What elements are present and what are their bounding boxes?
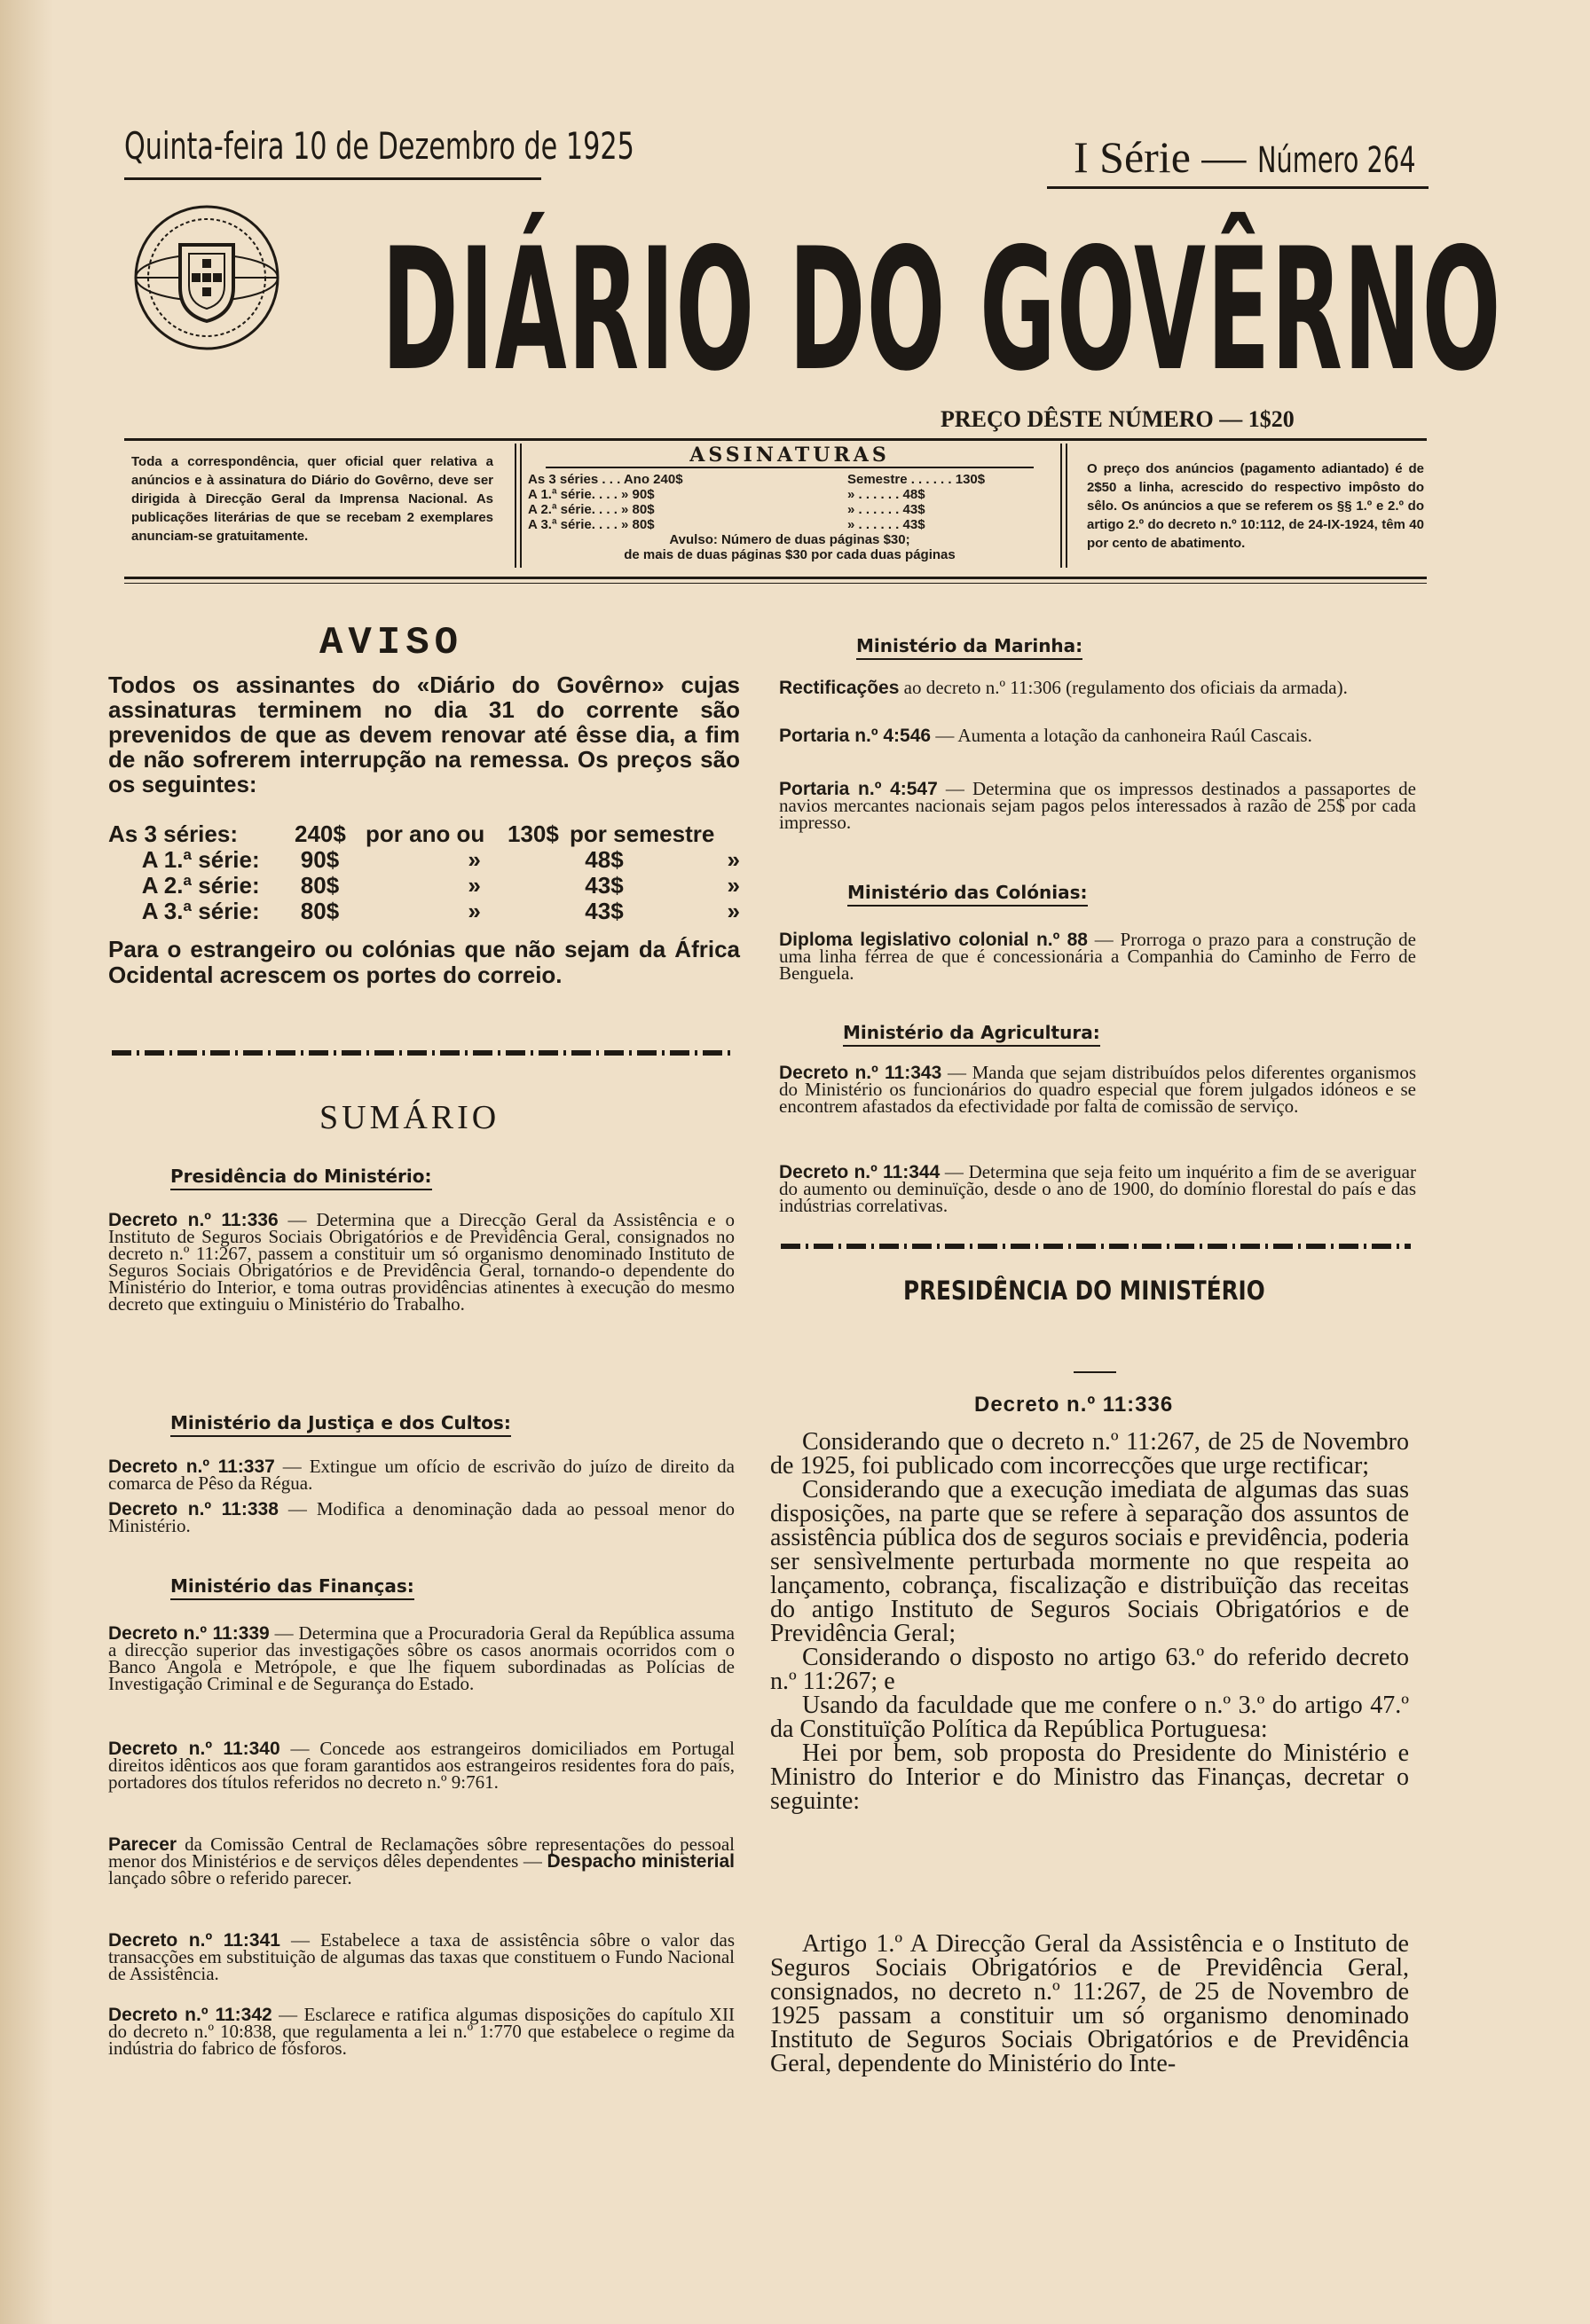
- section-heading: Ministério das Finanças:: [170, 1575, 414, 1600]
- summary-entry: Decreto n.º 11:339 — Determina que a Procuradoria Geral da República assuma a direcção superior das investigações sôbre os casos anormais ocorridos com o Banco Angola e Metrópole, e que lhe fiquem subordinadas as Polícias de Investigação Criminal e de Segurança do Estado.: [108, 1622, 735, 1694]
- correspondence-notice: Toda a correspondência, quer oficial quer relativa a anúncios e à assinatura do Diário do Govêrno, deve ser dirigida à Direcção Geral da Imprensa Nacional. As publicações literárias de que se recebam 2 exemplares anunciam-se gratuitamente.: [131, 454, 493, 544]
- box-divider-right-2: [1066, 444, 1067, 568]
- section-heading: Presidência do Ministério:: [170, 1166, 432, 1190]
- section-heading: Ministério das Colónias:: [847, 882, 1088, 907]
- page-edge: [0, 0, 53, 2324]
- summary-entry: Parecer da Comissão Central de Reclamações sôbre representações do pessoal menor dos Ministérios e de serviços dêles dependentes — Despacho ministerial lançado sôbre o referido parecer.: [108, 1833, 735, 1888]
- ornamental-divider: [781, 1244, 1411, 1249]
- date-underline: [124, 177, 541, 180]
- paragraph: Usando da faculdade que me confere o n.º 3.º do artigo 47.º da Constituïção Política da República Portuguesa:: [770, 1692, 1409, 1743]
- summary-entry: Diploma legislativo colonial n.º 88 — Prorroga o prazo para a construção de uma linha férrea de que é concessionária a Companhia do Caminho de Ferro de Benguela.: [779, 929, 1416, 984]
- advertising-notice: O preço dos anúncios (pagamento adiantado) é de 2$50 a linha, acrescido do respectivo impôsto do sêlo. Os anúncios a que se referem os §§ 1.º e 2.º do artigo 2.º do decreto n.º 10:112, de 24-IX-1924, têm 40 por cento de abatimento.: [1087, 461, 1424, 551]
- issue-date: Quinta-feira 10 de Dezembro de 1925: [124, 124, 634, 168]
- avulso-price: Avulso: Número de duas páginas $30;: [669, 532, 910, 547]
- issue-number: Número 264: [1256, 140, 1416, 181]
- section-title-presidencia: PRESIDÊNCIA DO MINISTÉRIO: [903, 1276, 1265, 1306]
- price-row: As 3 séries: 240$ por ano ou 130$ por semestre: [108, 820, 715, 847]
- subscription-row: A 2.ª série. . . . » 80$ » . . . . . . 43$: [528, 502, 925, 517]
- aviso-title: AVISO: [319, 621, 464, 665]
- section-heading: Ministério da Agricultura:: [843, 1022, 1100, 1047]
- subscriptions-box: [528, 444, 1051, 562]
- ornamental-divider: [112, 1050, 733, 1056]
- decree-article-1: [770, 1932, 1409, 2076]
- aviso-body: Todos os assinantes do «Diário do Govêrno» cujas assinaturas terminem no dia 31 do corrente são prevenidos de que as devem renovar até êsse dia, a fim de não sofrerem interrupção na remessa. Os preços são os seguintes:: [108, 671, 740, 797]
- summary-entry: Decreto n.º 11:344 — Determina que seja feito um inquérito a fim de se averiguar do aumento ou deminuïção, desde o ano de 1900, do domínio florestal do país e das indústrias correlativas.: [779, 1161, 1416, 1216]
- summary-entry: Decreto n.º 11:343 — Manda que sejam distribuídos pelos diferentes organismos do Ministério os funcionários do quadro especial que forem julgados idóneos e se encontrem afastados da efectividade por falta de comissão de serviço.: [779, 1062, 1417, 1117]
- subscription-row: A 3.ª série. . . . » 80$ » . . . . . . 43$: [528, 517, 925, 532]
- series-underline: [1047, 186, 1429, 189]
- summary-entry: Decreto n.º 11:338 — Modifica a denominação dada ao pessoal menor do Ministério.: [108, 1498, 735, 1536]
- summary-entry: Portaria n.º 4:546 — Aumenta a lotação da canhoneira Raúl Cascais.: [779, 725, 1312, 746]
- decree-heading: Decreto n.º 11:336: [974, 1393, 1174, 1417]
- section-heading: Ministério da Marinha:: [856, 635, 1082, 660]
- box-bottom-rule-thin: [124, 583, 1427, 584]
- paragraph: Hei por bem, sob proposta do Presidente do Ministério e Ministro do Interior e do Ministro das Finanças, decretar o seguinte:: [770, 1739, 1409, 1815]
- summary-entry: Rectificações ao decreto n.º 11:306 (regulamento dos oficiais da armada).: [779, 677, 1348, 698]
- subscription-row: As 3 séries . . . Ano 240$ Semestre . . . . . . 130$: [528, 472, 986, 487]
- box-divider-left: [515, 444, 516, 568]
- title-short-rule: [1074, 1371, 1116, 1373]
- summary-entry: Decreto n.º 11:337 — Extingue um ofício de escrivão do juízo de direito da comarca de Pêso da Régua.: [108, 1456, 735, 1494]
- summary-entry: Portaria n.º 4:547 — Determina que os impressos destinados a passaportes de navios mercantes nacionais sejam pagos pelos interessados à razão de 25$ por cada impresso.: [779, 778, 1416, 833]
- box-bottom-rule: [124, 577, 1427, 579]
- coat-of-arms-icon: [131, 202, 282, 353]
- price-row: A 1.ª série: 90$ » 48$ »: [141, 846, 740, 873]
- price-row: A 3.ª série: 80$ » 43$ »: [141, 898, 740, 924]
- issue-price: PREÇO DÊSTE NÚMERO — 1$20: [941, 406, 1295, 432]
- sumario-title: SUMÁRIO: [319, 1099, 500, 1136]
- paragraph: Considerando que o decreto n.º 11:267, de 25 de Novembro de 1925, foi publicado com incorrecções que urge rectificar;: [770, 1428, 1409, 1480]
- subscription-row: A 1.ª série. . . . » 90$ » . . . . . . 48$: [528, 487, 925, 502]
- summary-entry: Decreto n.º 11:336 — Determina que a Direcção Geral da Assistência e o Instituto de Seguros Sociais Obrigatórios e de Previdência Geral, consignados no decreto n.º 11:267, passem a constituir um só organismo denominado Instituto de Seguros Sociais Obrigatórios e de Previdência Geral, tornando-o dependente do Ministério do Interior, e toma outras providências atinentes à execução do mesmo decreto que extinguiu o Ministério do Trabalho.: [108, 1209, 735, 1315]
- aviso-price-table: [108, 821, 740, 924]
- summary-entry: Decreto n.º 11:340 — Concede aos estrangeiros domiciliados em Portugal direitos idênticos aos que foram garantidos aos estrangeiros residentes fora do país, portadores dos títulos referidos no decreto n.º 9:761.: [108, 1738, 735, 1793]
- decree-preamble: [770, 1430, 1409, 1813]
- box-divider-left-2: [520, 444, 522, 568]
- avulso-price-more: de mais de duas páginas $30 por cada duas páginas: [624, 547, 956, 562]
- box-top-rule: [124, 438, 1427, 441]
- price-row: A 2.ª série: 80$ » 43$ »: [141, 872, 740, 899]
- summary-entry: Decreto n.º 11:341 — Estabelece a taxa de assistência sôbre o valor das transacções em substituição de algumas das taxas que constituem o Fundo Nacional de Assistência.: [108, 1929, 735, 1984]
- paragraph: Artigo 1.º A Direcção Geral da Assistência e o Instituto de Seguros Sociais Obrigatórios e de Previdência Geral, consignados, no decreto n.º 11:267, de 25 de Novembro de 1925 passam a constituir um só organismo denominado Instituto de Seguros Sociais Obrigatórios e de Previdência Geral, dependente do Ministério do Inte-: [770, 1930, 1409, 2077]
- box-divider-right: [1060, 444, 1062, 568]
- series-label: I Série: [1074, 132, 1191, 182]
- aviso-foreign-note: Para o estrangeiro ou colónias que não sejam da África Ocidental acrescem os portes do correio.: [108, 936, 740, 988]
- subscriptions-title: ASSINATURAS: [689, 444, 890, 467]
- paragraph: Considerando que a execução imediata de algumas das suas disposições, na parte que se refere à separação dos assuntos de assistência pública dos de seguros sociais e previdência, poderia ser sensìvelmente perturbada mormente no que respeita ao lançamento, cobrança, fiscalização e distribuïção das receitas do antigo Instituto de Seguros Sociais Obrigatórios e de Previdência Geral;: [770, 1476, 1409, 1647]
- masthead-title: DIÁRIO DO GOVÊRNO: [382, 212, 1502, 408]
- paragraph: Considerando o disposto no artigo 63.º do referido decreto n.º 11:267; e: [770, 1644, 1409, 1695]
- issue-series: I Série — Número 264: [1074, 132, 1416, 182]
- section-heading: Ministério da Justiça e dos Cultos:: [170, 1412, 511, 1437]
- summary-entry: Decreto n.º 11:342 — Esclarece e ratifica algumas disposições do capítulo XII do decreto n.º 10:838, que regulamenta a lei n.º 1:770 que estabelece o regime da indústria do fabrico de fósforos.: [108, 2004, 735, 2059]
